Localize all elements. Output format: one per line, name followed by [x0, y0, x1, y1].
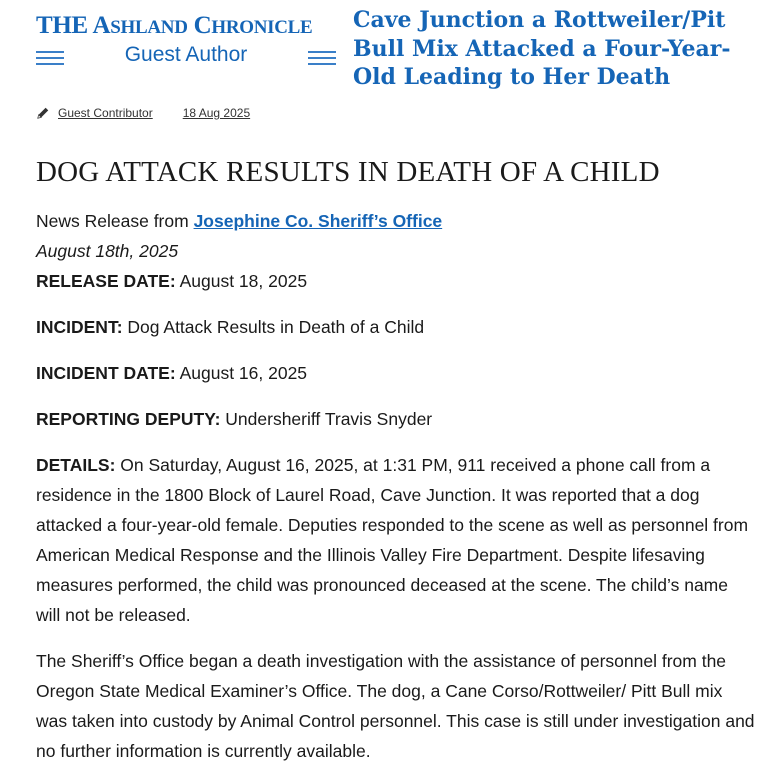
sheriff-office-link[interactable]: Josephine Co. Sheriff’s Office: [193, 211, 443, 231]
release-date: RELEASE DATE: August 18, 2025: [36, 271, 308, 291]
brand-subtitle: Guest Author: [124, 43, 248, 66]
brand-logo[interactable]: [36, 12, 336, 70]
date-link[interactable]: 18 Aug 2025: [182, 106, 251, 120]
brand-name: THE ASHLAND CHRONICLE: [36, 12, 313, 39]
reporting-deputy: REPORTING DEPUTY: Undersheriff Travis Snyder: [36, 409, 433, 429]
decorative-lines-right: [308, 51, 336, 69]
pencil-icon: [36, 106, 50, 120]
investigation-paragraph: The Sheriff’s Office began a death investigation with the assistance of personnel from the Oregon State Medical Examiner’s Office. The dog, a Cane Corso/Rottweiler/ Pitt Bull mix was taken into custody by Animal Control personnel. This case is still under investigation and no further information is currently available.: [36, 651, 755, 761]
details-paragraph: DETAILS: On Saturday, August 16, 2025, at 1:31 PM, 911 received a phone call from a residence in the 1800 Block of Laurel Road, Cave Junction. It was reported that a dog attacked a four-year-old female. Deputies responded to the scene as well as personnel from American Medical Response and the Illinois Valley Fire Department. Despite lifesaving measures performed, the child was pronounced deceased at the scene. The child’s name will not be released.: [36, 455, 749, 625]
release-date-line: August 18th, 2025: [36, 241, 179, 261]
author-link[interactable]: Guest Contributor: [58, 106, 153, 120]
article-headline: Cave Junction a Rottweiler/Pit Bull Mix Attacked a Four-Year-Old Leading to Her Death: [353, 7, 731, 90]
incident-date: INCIDENT DATE: August 16, 2025: [36, 363, 308, 383]
article-title: DOG ATTACK RESULTS IN DEATH OF A CHILD: [36, 156, 660, 188]
site-header: [0, 0, 768, 100]
article-meta: [36, 104, 250, 122]
incident: INCIDENT: Dog Attack Results in Death of a Child: [36, 317, 425, 337]
release-source-line: News Release from Josephine Co. Sheriff’s Office: [36, 211, 443, 231]
article-body: [36, 152, 756, 766]
